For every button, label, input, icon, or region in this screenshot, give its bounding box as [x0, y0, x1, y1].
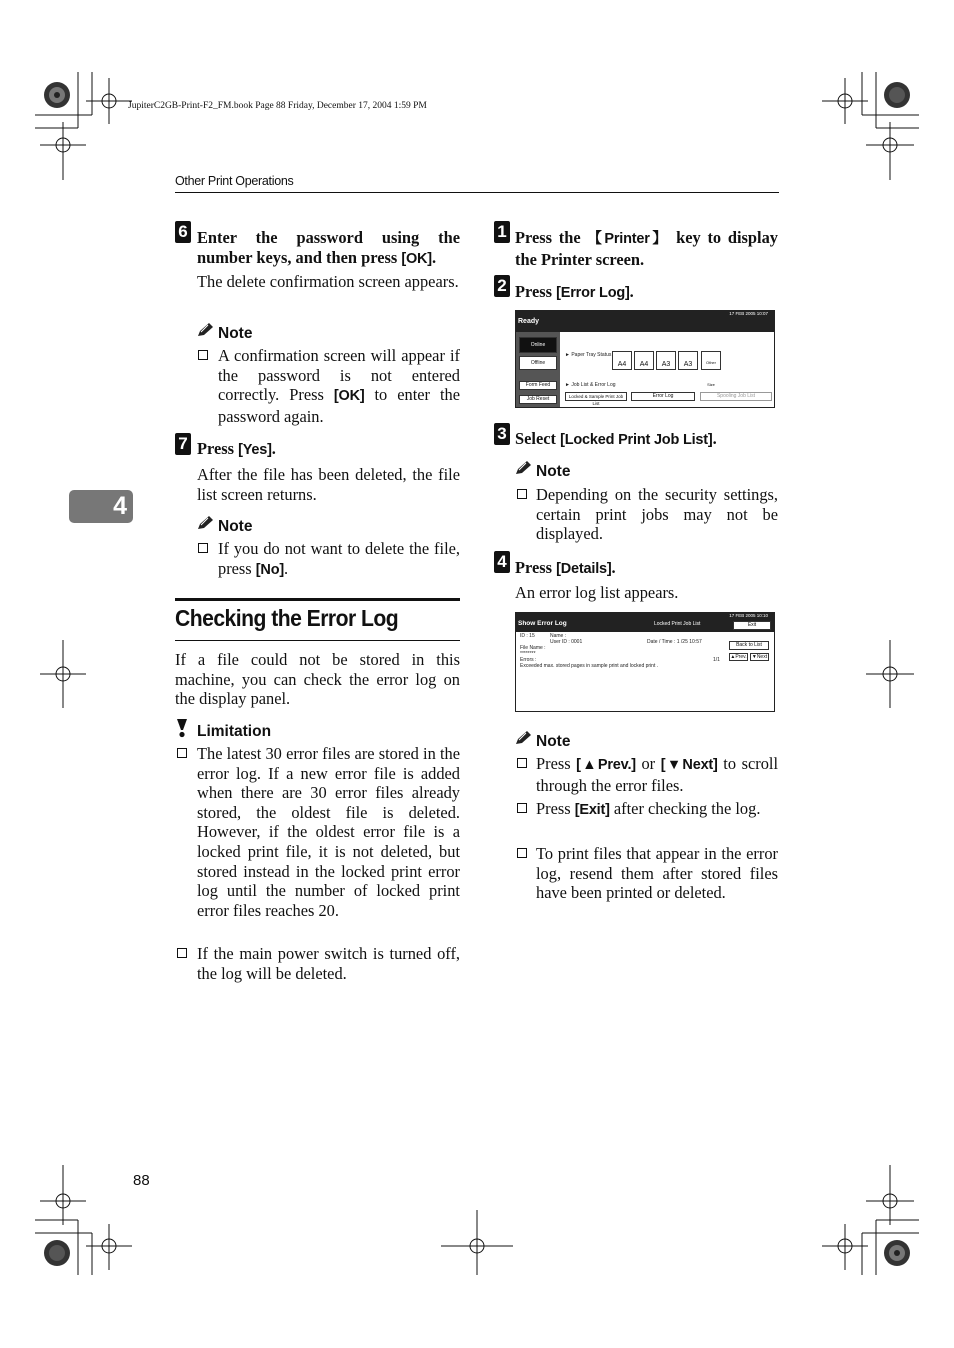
tray-1 [612, 351, 632, 370]
tray-4-size: A3 [683, 361, 693, 368]
step-2-text: Press [515, 282, 557, 301]
limitation-item-2: If the main power switch is turned off, the log will be deleted. [197, 944, 460, 983]
step-4-number: 4 [494, 551, 510, 573]
step-7-note-end: . [283, 558, 289, 578]
note-pencil-icon [514, 460, 532, 476]
form-feed-button [519, 381, 557, 390]
page-number: 88 [133, 1172, 150, 1189]
error-message: Exceeded max. stored pages in sample print and locked print . [520, 663, 659, 669]
online-label: Online [530, 342, 546, 348]
details-key: [Details] [556, 561, 612, 577]
running-header: Other Print Operations [175, 174, 294, 188]
step-4-period: . [611, 558, 616, 577]
note-pencil-icon [196, 322, 214, 338]
step-3-note-title: Note [536, 463, 571, 480]
limitation-item-1: The latest 30 error files are stored in the error log. If a new error file is added when there are 30 error files already stored, the oldest file is deleted. However, if the oldest error file is a locked print file, it is not deleted, but stored instead in the locked print error log until the number of locked print error files reaches 20. [197, 744, 460, 920]
chapter-number: 4 [113, 492, 127, 520]
screen2-subtitle: Locked Print Job List [654, 621, 701, 627]
step-3-number: 3 [494, 423, 510, 445]
header-rule [175, 192, 779, 193]
step-2-period: . [629, 282, 634, 301]
section-top-rule [175, 598, 460, 601]
note-1-part-b: or [635, 754, 661, 773]
step-7-instruction [197, 439, 460, 461]
errors-label: Errors : [520, 657, 537, 663]
step-4-body: An error log list appears. [515, 583, 679, 602]
printer-screen-illustration [515, 310, 775, 408]
tray-4 [678, 351, 698, 370]
step-2-instruction [515, 282, 778, 304]
step-3-period: . [712, 429, 717, 448]
prev-button [729, 653, 748, 661]
back-to-list-button [729, 641, 769, 650]
step-1-instruction [515, 228, 778, 269]
step-6-period: . [431, 247, 437, 267]
tray-2 [634, 351, 654, 370]
other-size-tray [701, 351, 721, 387]
step-6-note-part: A confirmation screen will appear if the password is not entered correctly. Press [218, 346, 460, 405]
note-bullet [198, 350, 208, 360]
form-feed-label: Form Feed [525, 382, 551, 388]
error-log-key: [Error Log] [556, 285, 630, 301]
offline-button [519, 356, 557, 370]
screen-datetime: 17 FEB 2005 10:07 [729, 311, 768, 316]
step-4-note-2 [536, 799, 778, 821]
note-bullet [517, 803, 527, 813]
locked-print-job-list-label: Locked & Sample Print Job List [568, 394, 624, 406]
step-6-number: 6 [175, 221, 191, 243]
job-reset-label: Job Reset [526, 396, 550, 402]
step-4-text: Press [515, 558, 557, 577]
name-label: Name : [550, 633, 567, 639]
note-2-part-a: Press [536, 799, 575, 818]
next-button [750, 653, 769, 661]
tray-3-size: A3 [661, 361, 671, 368]
limitation-bullet [177, 948, 187, 958]
exit-label: Exit [747, 622, 757, 628]
step-1-text-end: key to display the Printer screen. [515, 228, 778, 269]
step-7-note-part: If you do not want to delete the file, press [218, 539, 460, 578]
note-bullet [517, 848, 527, 858]
limitation-title: Limitation [197, 723, 272, 740]
step-3-text: Select [515, 429, 561, 448]
printer-key: 【Printer】 [587, 231, 670, 247]
step-7-text: Press [197, 439, 239, 458]
book-file-info: JupiterC2GB-Print-F2_FM.book Page 88 Friday, December 17, 2004 1:59 PM [128, 101, 427, 111]
step-6-text: Enter the password using the number keys, and then press [197, 228, 460, 267]
section-intro: If a file could not be stored in this machine, you can check the error log on the display panel. [175, 650, 460, 709]
yes-key: [Yes] [238, 442, 272, 458]
step-4-note-title: Note [536, 733, 571, 750]
offline-label: Offline [530, 360, 546, 366]
step-7-note-title: Note [218, 518, 253, 535]
screen-status: Ready [518, 318, 540, 325]
note-1-part-a: Press [536, 754, 577, 773]
no-key: [No] [255, 561, 284, 578]
user-id: User ID : 0001 [550, 639, 583, 645]
note-bullet [517, 758, 527, 768]
spooling-job-list-button [700, 392, 772, 401]
step-7-body: After the file has been deleted, the file list screen returns. [197, 465, 460, 504]
file-name-value: ******** [520, 651, 536, 657]
note-pencil-icon [196, 515, 214, 531]
error-log-label: Error Log [652, 393, 674, 399]
error-log-screen-illustration [515, 612, 775, 712]
tray-2-size: A4 [639, 361, 649, 368]
error-log-button [631, 392, 695, 401]
note-pencil-icon [514, 730, 532, 746]
step-6-note-title: Note [218, 325, 253, 342]
note-1-part-c: to scroll through the error files. [536, 754, 778, 795]
tray-3 [656, 351, 676, 370]
step-6-note-text [218, 346, 460, 426]
screen2-title: Show Error Log [518, 620, 567, 627]
note-bullet [517, 489, 527, 499]
date-time: Date / Time : 1 /25 10:57 [647, 639, 702, 645]
step-2-number: 2 [494, 275, 510, 297]
step-3-note-text: Depending on the security settings, certain print jobs may not be displayed. [536, 485, 778, 544]
page-indicator: 1/1 [713, 657, 720, 663]
locked-print-job-list-button [565, 392, 627, 406]
note-bullet [198, 543, 208, 553]
limitation-bullet [177, 748, 187, 758]
step-4-note-1 [536, 754, 778, 795]
step-7-period: . [271, 439, 276, 458]
screen2-datetime: 17 FEB 2005 10:10 [729, 613, 768, 618]
prev-key: [▲Prev.] [576, 757, 636, 773]
exit-key: [Exit] [574, 802, 610, 818]
section-bottom-rule [175, 640, 460, 641]
exit-button [733, 621, 771, 630]
step-7-note-text [218, 539, 460, 580]
job-reset-button [519, 395, 557, 404]
note-2-part-b: after checking the log. [609, 799, 761, 818]
step-4-note-3: To print files that appear in the error log, resend them after stored files have been printed or deleted. [536, 844, 778, 903]
prev-label: ▲Prev. [730, 654, 747, 660]
file-name-label: File Name : [520, 645, 546, 651]
step-4-instruction [515, 558, 778, 580]
job-list-label: ► Job List & Error Log [565, 382, 616, 388]
step-3-instruction [515, 429, 778, 451]
spooling-job-list-label: Spooling Job List [716, 393, 756, 399]
chapter-tab [69, 490, 133, 523]
ok-key: [OK] [333, 388, 365, 405]
entry-id: ID : 15 [520, 633, 535, 639]
next-key: [▼Next] [660, 757, 718, 773]
locked-print-job-list-key: [Locked Print Job List] [560, 432, 713, 448]
step-6-note-end: to enter the password again. [218, 385, 460, 426]
step-6-instruction [197, 228, 460, 269]
step-7-number: 7 [175, 433, 191, 455]
ok-key: [OK] [401, 250, 432, 267]
step-6-body: The delete confirmation screen appears. [197, 272, 459, 291]
other-size-label: Other Size [705, 360, 716, 387]
step-1-text: Press the [515, 228, 588, 247]
back-to-list-label: Back to List [736, 642, 762, 648]
section-title: Checking the Error Log [175, 605, 399, 631]
step-1-number: 1 [494, 221, 510, 243]
next-label: ▼Next [751, 654, 768, 660]
online-button [519, 337, 557, 353]
tray-1-size: A4 [617, 361, 627, 368]
limitation-icon [176, 718, 188, 738]
paper-tray-label: ► Paper Tray Status [565, 352, 612, 358]
